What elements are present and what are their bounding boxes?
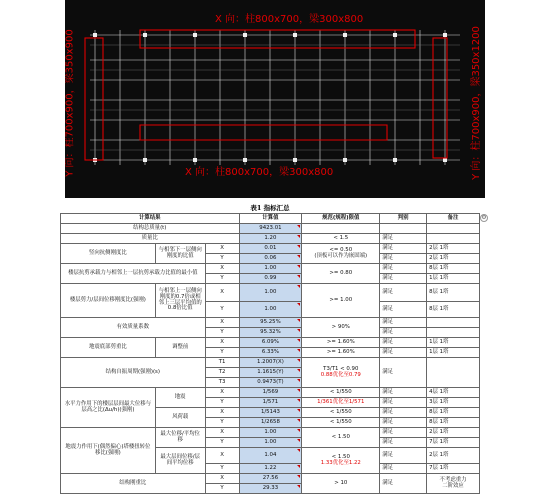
highlight-boxes [85,30,447,160]
table-row: 有效质量系数 X 95.25% > 90% 满足 [61,318,480,328]
table-row: Y 1.22 满足 7层 1塔 [61,464,480,474]
table-row: 楼层剪力/层间位移刚度比(强刚) 与相邻上一层侧向刚度的0.7倍或相邻上三层平均值的0.8倍比值 X 1.00 >= 1.00 满足 8层 1塔 [61,284,480,302]
annotation-bottom: X 向：柱800x700，梁300x800 [185,167,334,178]
drift-optimization-note: 1/361优化至1/571 [317,398,365,405]
table-row: 风荷载 X 1/5143 < 1/550 满足 8层 1塔 [61,408,480,418]
header-value: 计算值 [239,214,302,224]
gear-icon[interactable]: ⚙ [481,215,487,221]
table-row: Y 6.33% >= 1.60% 满足 1层 1塔 [61,348,480,358]
minor-lines [90,45,460,150]
table-row: Y 1/2658 < 1/550 满足 8层 1塔 [61,418,480,428]
table-row: 地震力作用下(偶然偏心)塔楼扭转位移比(强刚) 最大位移/平均位移 X 1.00 < 1.50 满足 2层 1塔 [61,428,480,438]
table-row: Y 29.33 [61,484,480,494]
annotation-right: Y 向：柱700x900，梁350x1200 [470,26,482,180]
table-row: 结构总质量(t) 9423.01 [61,224,480,234]
table-row: Y 0.99 满足 1层 1塔 [61,274,480,284]
table-row: Y 1/571 1/361优化至1/571 满足 3层 1塔 [61,398,480,408]
period-optimization-note: 0.88优化至0.79 [320,371,361,378]
table-row: T2 1.1615(Y) [61,368,480,378]
table-row: 最大层间位移/层间平均位移 X 1.04 < 1.50 1.33优化至1.22 满足 2层 1塔 [61,448,480,464]
header-limit: 规范(规程)限值 [302,214,380,224]
header-judge: 判别 [380,214,427,224]
header-note: 备注 [427,214,480,224]
annotation-top: X 向：柱800x700，梁300x800 [215,14,364,25]
table-row: 地震底部剪重比 调整前 X 6.09% >= 1.60% 满足 1层 1塔 [61,338,480,348]
table-row: Y 1.00 满足 8层 1塔 [61,302,480,318]
table-row: 结构刚重比 X 27.56 > 10 满足 不考虑重力 二阶效应 [61,474,480,484]
header-result: 计算结果 [61,214,240,224]
table-row: 楼层抗剪承载力与相邻上一层抗剪承载力比值的最小值 X 1.00 >= 0.80 满足 8层 1塔 [61,264,480,274]
table-row: 水平力作用下的楼层层间最大位移与层高之比(Δu/h)(强刚) 地震 X 1/569 < 1/550 满足 4层 1塔 [61,388,480,398]
header-row [61,214,480,224]
grid-lines [90,30,460,165]
cad-drawing-panel [65,0,485,198]
table-row: 竖向抗侧刚度比 与相邻下一层侧向刚度的比值 X 0.01 <= 0.50 (顶板可以作为嵌固端) 满足 2层 1塔 [61,244,480,254]
annotation-left: Y 向：柱700x900，梁350x900 [65,29,76,177]
table-row: T3 0.9473(T) [61,378,480,388]
table-row: 质量比 1.20 < 1.5 满足 [61,234,480,244]
table-row: Y 0.06 满足 2层 1塔 [61,254,480,264]
torsion-optimization-note: 1.33优化至1.22 [320,459,361,466]
table-row: Y 95.32% 满足 [61,328,480,338]
metrics-table [60,213,480,494]
table-title: 表1 指标汇总 [250,204,290,212]
table-row: 结构自振周期(强刚)(s) T1 1.2007(X) T3/T1 < 0.90 0.88优化至0.79 满足 [61,358,480,368]
table-row: Y 1.00 满足 7层 1塔 [61,438,480,448]
